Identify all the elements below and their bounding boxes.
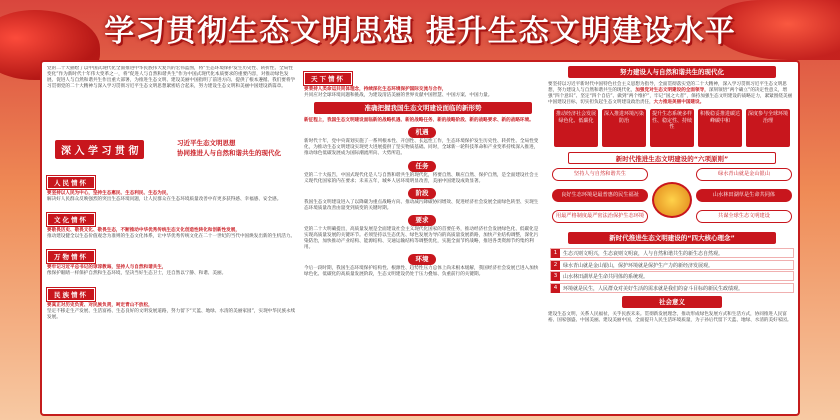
section-body: 解决好人民群众反映强烈的突出生态环境问题，让人民群众在生态环境质量改善中有更多获得感、幸福感、安全感。	[47, 197, 282, 203]
right-intro	[548, 82, 796, 106]
mid-item	[304, 188, 542, 212]
principles-diagram	[548, 168, 796, 230]
left-section	[47, 207, 297, 240]
mid-item-label: 要求	[408, 215, 436, 226]
core-idea-text: 生态兴则文明兴，生态衰则文明衰，人与自然和谐共生的新生态自然观。	[563, 251, 724, 258]
modernization-banner: 努力建设人与自然和谐共生的现代化	[568, 66, 776, 78]
right-intro-red: 加强党对生态文明建设的全面领导，	[635, 88, 709, 94]
mid-item	[304, 127, 542, 157]
page-title: 学习贯彻生态文明思想 提升生态文明建设水平	[104, 14, 736, 49]
core-idea	[550, 248, 794, 258]
right-intro-text: 要坚持以习近平新时代中国特色社会主义思想为指导，全面贯彻落实党的二十大精神，深入学习贯彻习近平生态文明思想，努力建设人与自然和谐共生的现代化，	[548, 82, 787, 94]
mid-item-label: 机遇	[408, 127, 436, 138]
mid-item-body: 党的二十大明确提出，高质量发展是全面建设社会主义现代化国家的首要任务，推动经济社会发展绿色化、低碳化是实现高质量发展的关键环节。必须坚持以生态优先、绿色发展为导向的高质量发展新路，加快产业结构调整，深化污染防治，加快推动产业结构、能源结构、交通运输结构等调整优化，实施全面节约战略，推进各类资源节约集约利用。	[304, 226, 539, 251]
world-body: 共同应对全球环境问题和挑战，为建设清洁美丽的世界贡献中国智慧、中国方案、中国力量。	[304, 93, 493, 99]
middle-column	[304, 66, 542, 279]
mid-item-body: 今后一段时期，我国生态环境保护结构性、根源性、趋势性压力总体上尚未根本缓解，我国经济社会发展已进入加快绿色化、低碳化的高质量发展阶段，生态文明建设仍处于压力叠加、负重前行的关键期。	[304, 266, 539, 278]
core-idea-text: 环境就是民生，人民群众对美好生活的需求就是我们的奋斗目标的新民生政绩观。	[563, 285, 744, 292]
right-intro-red2: 大力推进美丽中国建设。	[653, 100, 705, 106]
mid-item	[304, 215, 542, 251]
left-intro: 党的二十大描绘了以中国式现代化全面推进中华民族伟大复兴的宏伟蓝图，将“生态环境保护发生历史性、转折性、全局性变化”作为新时代十年伟大变革之一，将“促进人与自然和谐共生”作为中国式现代化本质要求的重要内容，对推动绿色发展、促进人与自然和谐共生作出重大部署，为推进生态文明、建设美丽中国指明了前进方向、提供了根本遵循。我们要将学习贯彻党的二十大精神与深入学习贯彻习近平生态文明思想紧密结合起来，努力建设生态文明和美丽中国建设新篇章。	[47, 66, 296, 90]
principle-right: 山水林田湖草是生命共同体	[696, 189, 792, 202]
principles-banner: 新时代推进生态文明建设的“六项原则”	[568, 152, 776, 164]
mid-item-body: 我国生态文明建设进入了以降碳为重点战略方向、推动减污降碳协同增效、促进经济社会发展全面绿色转型、实现生态环境质量改善由量变到质变的关键时期。	[304, 199, 539, 211]
world-red: 要秉持人类命运共同体理念，持续深化生态环境保护国际交流与合作，	[304, 87, 447, 92]
principle-left: 坚持人与自然和谐共生	[552, 168, 648, 181]
section-body: 坚定不移走生产发展、生活富裕、生态良好的文明发展道路，努力留下“天蓝、地绿、水清的美丽家园”，实现中华民族永续发展。	[47, 308, 296, 320]
section-red: 要敬畏历史、敬畏文化、敬畏生态，不断推动中华优秀传统生态文化创造性转化和创新性发展，	[47, 228, 240, 234]
focus-box: 积极稳妥推进碳达峰碳中和	[698, 109, 742, 147]
mid-item	[304, 161, 542, 185]
situation-banner: 准确把握我国生态文明建设面临的新形势	[314, 102, 532, 114]
mid-item-label: 阶段	[408, 188, 436, 199]
section-body: 推动建设健全以生态价值观念为准则的生态文化体系，让中华优秀传统文化在二十一世纪的当代中国焕发出新的生机活力。	[47, 234, 296, 240]
principle-right: 绿水青山就是金山银山	[696, 168, 792, 181]
core-idea-number: 4	[551, 284, 560, 293]
section-label: 文化情怀	[47, 213, 95, 226]
left-section	[47, 282, 297, 321]
core-ideas-banner: 新时代推进生态文明建设的“四大核心理念”	[568, 232, 776, 244]
section-red: 要真正对历史负责、对民族负责，呵定青山不放松，	[47, 302, 153, 308]
content-panel	[40, 60, 800, 416]
mid-item	[304, 254, 542, 278]
mid-item-label: 任务	[408, 161, 436, 172]
deep-study-sub2: 协同推进人与自然和谐共生的现代化	[177, 149, 281, 157]
core-idea	[550, 260, 794, 270]
world-label: 天下情怀	[304, 72, 352, 85]
focus-box: 深度参与全球环境治理	[746, 109, 790, 147]
mid-item-body: 党的二十大报告，中国式现代化是人与自然和谐共生的现代化，将要自然、顺应自然、保护自然，是全面建设社会主义现代化国家的内在要求；未来五年，城乡人居环境明显改善，美丽中国建设成效显著。	[304, 172, 539, 184]
principles-center-emblem	[652, 182, 692, 218]
focus-box: 推动经济社会发展绿色化、低碳化	[554, 109, 598, 147]
mid-item-label: 环境	[408, 254, 436, 265]
core-idea	[550, 271, 794, 281]
focus-boxes	[548, 109, 796, 149]
social-text: 建设生态文明，关系人民福祉，关乎民族未来。贯彻新发展理念，推动形成绿色发展方式和生活方式，协同推进人民富裕、国家强盛、中国美丽。建设美丽中国，全面提升人民生活环境质量，为子孙后代留下天蓝、地绿、水清的美好家园。	[548, 312, 792, 324]
mid-items	[304, 127, 542, 278]
section-red: 要坚持以人民为中心，坚持生态惠民、生态利民、生态为民，	[47, 191, 172, 196]
mid-item-body: 新时代十年，党中央谋划实施了一系列根本性、开创性、长远性工作，生态环境保护发生历史性、转折性、全局性变化，为推动生态文明建设实现更大进展提供了坚实物质基础。同时，全球新一轮科技革命和产业变革持续深入推进，推动绿色低碳发展成为国际潮流所向、大势所趋。	[304, 139, 539, 157]
section-label: 民族情怀	[47, 288, 95, 301]
core-ideas-list	[548, 248, 796, 294]
principle-right: 共谋全球生态文明建设	[696, 210, 792, 223]
focus-box: 深入推进环境污染防治	[602, 109, 646, 147]
left-column	[47, 66, 297, 321]
left-section	[47, 170, 297, 203]
situation-intro: 新征程上，我国生态文明建设面临新的战略机遇、新的战略任务、新的战略阶段、新的战略要求、新的战略环境。	[304, 118, 534, 124]
core-idea	[550, 283, 794, 293]
deep-study-title: 深 入 学 习 贯 彻	[55, 140, 144, 159]
focus-box: 提升生态系统多样性、稳定性、持续性	[650, 109, 694, 147]
deep-study-heading	[47, 136, 297, 166]
core-idea-text: 绿水青山就是金山银山，保护环境就是保护生产力的新经济发展观。	[563, 262, 714, 269]
left-sections	[47, 170, 297, 321]
right-intro-text2: 深刻领悟“两个确立”的决定性意义，增强“四个意识”、坚定“四个自信”、做到“两个维护”，牢记“国之大者”，保持加强生态文明建设的战略定力，紧紧围绕美丽中国建设目标，切实担负起生态文明建设政治责任，	[548, 88, 793, 106]
section-red: 要牢记习近平总书记的谆谆教诲，坚持人与自然和谐共生，	[47, 265, 167, 271]
core-idea-number: 1	[551, 249, 560, 258]
section-body: 像保护眼睛一样保护自然和生态环境，坚决当好生态卫士，还自然以宁静、和谐、美丽。	[47, 271, 227, 277]
principle-left: 用最严格制度最严密法治保护生态环境	[552, 210, 648, 223]
social-banner: 社会意义	[622, 296, 722, 308]
core-idea-number: 2	[551, 261, 560, 270]
deep-study-sub1: 习近平生态文明思想	[177, 139, 236, 147]
section-label: 万物情怀	[47, 250, 95, 263]
right-column	[548, 66, 796, 412]
principle-left: 良好生态环境是最普惠的民生福祉	[552, 189, 648, 202]
core-idea-number: 3	[551, 272, 560, 281]
section-label: 人民情怀	[47, 176, 95, 189]
core-idea-text: 山水林田湖草是生命共同体的系统观。	[563, 274, 649, 281]
left-section	[47, 244, 297, 277]
